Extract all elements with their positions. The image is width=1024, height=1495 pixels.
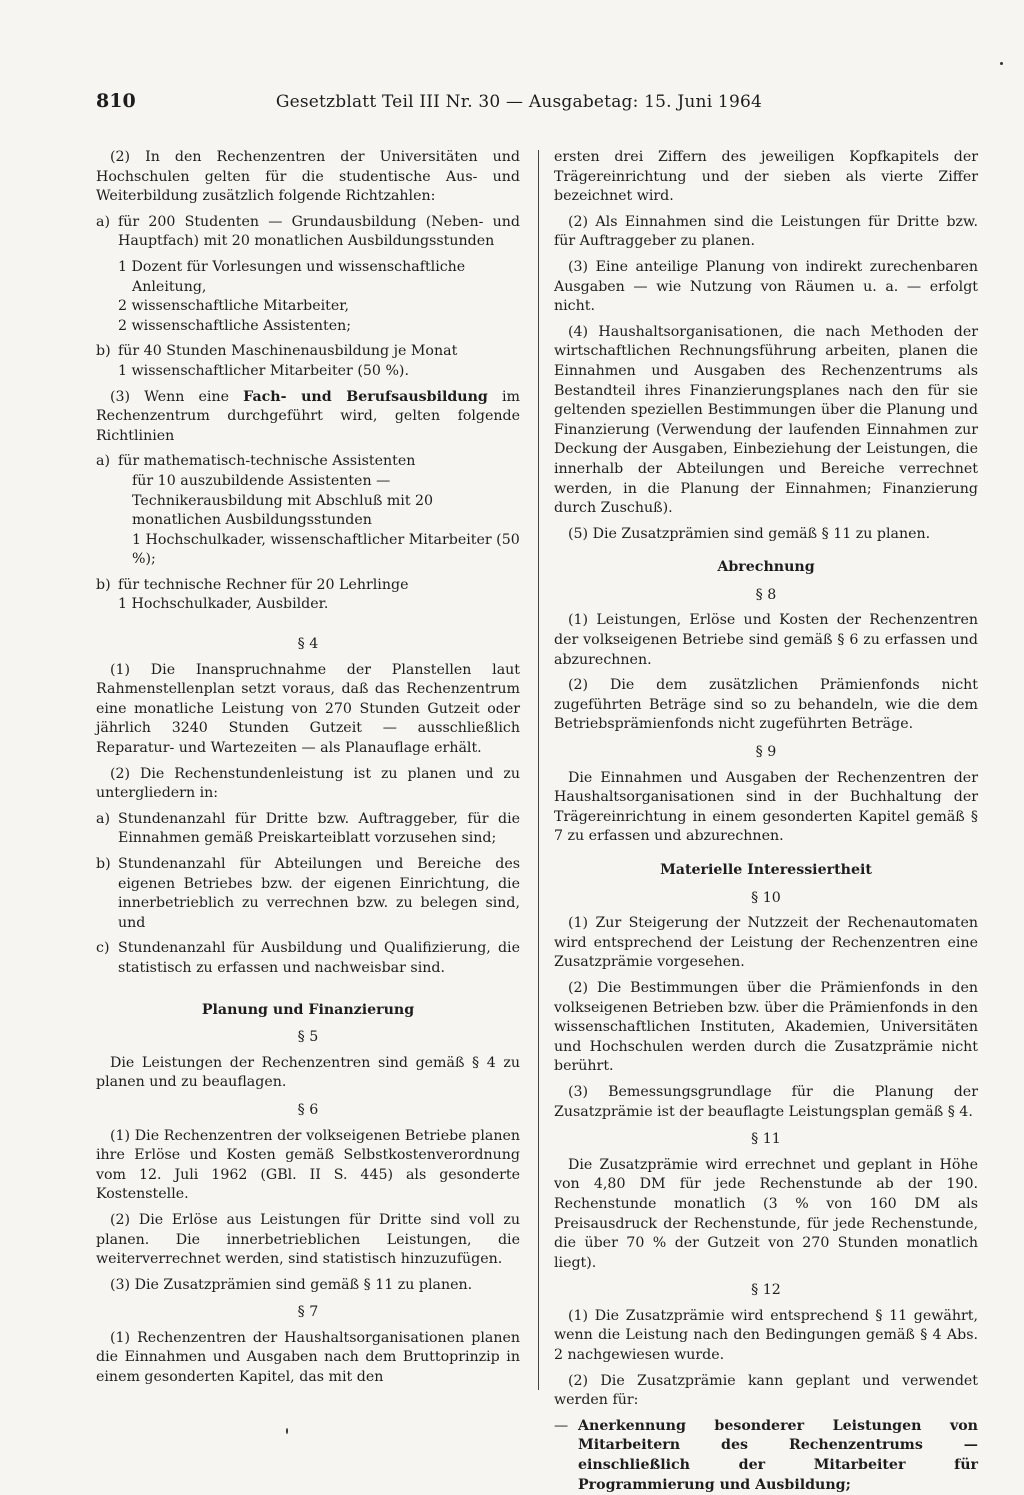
list-item [96, 939, 520, 978]
paragraph: Die Leistungen der Rechenzentren sind gemäß § 4 zu planen und zu beauflagen. [96, 1054, 520, 1091]
section-title: § 6 [297, 1101, 319, 1118]
paragraph: (1) Die Inanspruchnahme der Planstellen laut Rahmenstellenplan setzt voraus, daß das Rechenzentrum eine monatliche Leistung von 270 Stunden Gutzeit oder jährlich 3240 Stunden Gutzeit — ausschließlich Reparatur- und Wartezeiten — als Planauflage erhält. [96, 661, 520, 757]
text-run: (3) Wenn eine [110, 388, 244, 405]
header-title: Gesetzblatt Teil III Nr. 30 — Ausgabetag: 15. Juni 1964 [275, 92, 762, 112]
paragraph: (2) Die Bestimmungen über die Prämienfonds in den volkseigenen Betrieben bzw. über die Prämienfonds in den wissenschaftlichen Instituten, Akademien, Universitäten und Hochschulen werden durch die Zusatzprämie nicht berührt. [554, 979, 978, 1075]
sub-item: 2 wissenschaftliche Mitarbeiter, [118, 298, 350, 315]
paragraph: (2) Die dem zusätzlichen Prämienfonds nicht zugeführten Beträge sind so zu behandeln, wie die dem Betriebsprämienfonds nicht zugeführten Beträge. [554, 677, 978, 733]
section-heading: Materielle Interessiertheit [660, 862, 872, 878]
sub-item: für 10 auszubildende Assistenten — Technikerausbildung mit Abschluß mit 20 monatlichen Ausbildungsstunden [132, 472, 434, 529]
list-label: a) [96, 453, 110, 470]
right-column [554, 148, 978, 1495]
paragraph: (2) Die Zusatzprämie kann geplant und verwendet werden für: [554, 1372, 978, 1409]
list-label: a) [96, 810, 110, 827]
list-text: für technische Rechner für 20 Lehrlinge [118, 576, 409, 593]
print-speck [1000, 62, 1003, 65]
left-column [96, 148, 520, 1394]
list-text: Stundenanzahl für Abteilungen und Bereiche des eigenen Betriebes bzw. der eigenen Einrichtung, die innerbetrieblich zu verrechnen bzw. zu belegen sind, und [118, 856, 520, 931]
dash-marker: — [554, 1417, 569, 1434]
paragraph: (3) Die Zusatzprämien sind gemäß § 11 zu planen. [110, 1276, 473, 1293]
section-title: § 10 [751, 889, 781, 906]
sub-item: 1 Hochschulkader, Ausbilder. [118, 596, 329, 613]
list-item [96, 452, 520, 472]
paragraph: (1) Die Zusatzprämie wird entsprechend § 11 gewährt, wenn die Leistung nach den Bedingungen gemäß § 4 Abs. 2 nachgewiesen wurde. [554, 1307, 978, 1364]
list-label: b) [96, 576, 111, 593]
paragraph: (4) Haushaltsorganisationen, die nach Methoden der wirtschaftlichen Rechnungsführung arbeiten, planen die Einnahmen und Ausgaben des Rechenzentrums als Bestandteil ihres Finanzierungsplanes nach den für sie geltenden speziellen Bestimmungen über die Planung und Finanzierung (Verwendung der laufenden Einnahmen zur Deckung der Ausgaben, Einbeziehung der Leistungen, die innerhalb der Abteilungen und Bereiche verrechnet werden, in die Planung der Einnahmen; Finanzierung durch Zuschuß). [554, 323, 978, 517]
section-title: § 11 [751, 1131, 781, 1148]
column-divider [538, 150, 539, 1390]
emphasis: Fach- und Berufsausbildung [243, 388, 488, 405]
section-title: § 7 [297, 1304, 319, 1321]
section-heading: Abrechnung [717, 559, 815, 576]
list-item [96, 810, 520, 849]
paragraph: (2) Die Rechenstundenleistung ist zu planen und zu untergliedern in: [96, 765, 520, 802]
list-label: c) [96, 940, 110, 957]
paragraph: (5) Die Zusatzprämien sind gemäß § 11 zu planen. [568, 525, 931, 542]
paragraph [96, 388, 520, 447]
list-text: für mathematisch-technische Assistenten [118, 453, 416, 470]
paragraph: (3) Bemessungsgrundlage für die Planung der Zusatzprämie ist der beauflagte Leistungsplan gemäß § 4. [554, 1083, 978, 1120]
paragraph: Die Zusatzprämie wird errechnet und geplant in Höhe von 4,80 DM für jede Rechenstunde ab der 190. Rechenstunde monatlich (3 % von 160 DM als Preisausdruck der Rechenstunde, für jede Rechenstunde, die über 70 % der Gutzeit von 270 Stunden monatlich liegt). [554, 1156, 978, 1271]
sub-item: 2 wissenschaftliche Assistenten; [118, 317, 352, 334]
section-title: § 5 [297, 1029, 319, 1046]
paragraph: (3) Eine anteilige Planung von indirekt zurechenbaren Ausgaben — wie Nutzung von Räumen u. a. — erfolgt nicht. [554, 258, 978, 315]
sub-item: 1 wissenschaftlicher Mitarbeiter (50 %). [118, 362, 409, 379]
list-label: a) [96, 213, 110, 230]
section-heading: Planung und Finanzierung [201, 1001, 415, 1018]
list-item [96, 855, 520, 933]
list-label: b) [96, 343, 111, 360]
section-title: § 8 [755, 586, 777, 603]
sub-item: 1 Hochschulkader, wissenschaftlicher Mitarbeiter (50 %); [132, 531, 520, 568]
list-text: Stundenanzahl für Dritte bzw. Auftraggeber, für die Einnahmen gemäß Preiskarteiblatt vorzusehen sind; [118, 810, 520, 847]
paragraph: Die Einnahmen und Ausgaben der Rechenzentren der Haushaltsorganisationen sind in der Buchhaltung der Trägereinrichtung in einem gesonderten Kapitel gemäß § 7 zu erfassen und abzurechnen. [554, 769, 978, 845]
list-text: Anerkennung besonderer Leistungen von Mitarbeitern des Rechenzentrums — einschließlich der Mitarbeiter für Programmierung und Ausbildung; [578, 1417, 978, 1493]
section-title: § 12 [751, 1282, 781, 1299]
section-title: § 4 [297, 636, 319, 653]
print-speck [286, 1428, 288, 1434]
paragraph: (1) Rechenzentren der Haushaltsorganisationen planen die Einnahmen und Ausgaben nach dem Bruttoprinzip in einem gesonderten Kapitel, das mit den [96, 1329, 520, 1386]
sub-item: 1 Dozent für Vorlesungen und wissenschaftliche Anleitung, [118, 258, 466, 295]
paragraph: (2) Die Erlöse aus Leistungen für Dritte sind voll zu planen. Die innerbetrieblichen Leistungen, die weiterverrechnet werden, sind statistisch hinzuzufügen. [96, 1211, 520, 1268]
text-run: im Rechenzentrum durchgeführt wird, gelten folgende Richtlinien [96, 388, 520, 444]
list-label: b) [96, 856, 111, 872]
paragraph: ersten drei Ziffern des jeweiligen Kopfkapitels der Trägereinrichtung und der sieben als vierte Ziffer bezeichnet wird. [554, 149, 978, 205]
paragraph: (2) In den Rechenzentren der Universitäten und Hochschulen gelten für die studentische Aus- und Weiterbildung zusätzlich folgende Richtzahlen: [96, 149, 520, 205]
page-number: 810 [96, 90, 136, 112]
paragraph: (1) Die Rechenzentren der volkseigenen Betriebe planen ihre Erlöse und Kosten gemäß Selbstkostenverordnung vom 12. Juli 1962 (GBl. II S. 445) als gesonderte Kostenstelle. [96, 1127, 520, 1203]
page-header [96, 90, 762, 116]
list-item [96, 213, 520, 252]
paragraph: (1) Leistungen, Erlöse und Kosten der Rechenzentren der volkseigenen Betriebe sind gemäß § 6 zu erfassen und abzurechnen. [554, 612, 978, 668]
list-item [96, 342, 520, 362]
paragraph: (2) Als Einnahmen sind die Leistungen für Dritte bzw. für Auftraggeber zu planen. [554, 213, 978, 250]
list-item [96, 576, 520, 596]
list-text: Stundenanzahl für Ausbildung und Qualifizierung, die statistisch zu erfassen und nachweisbar sind. [118, 940, 520, 976]
paragraph: (1) Zur Steigerung der Nutzzeit der Rechenautomaten wird entsprechend der Leistung der Rechenzentren eine Zusatzprämie vorgesehen. [554, 915, 978, 971]
dash-list-item [554, 1417, 978, 1495]
list-text: für 200 Studenten — Grundausbildung (Neben- und Hauptfach) mit 20 monatlichen Ausbildungsstunden [118, 213, 520, 250]
section-title: § 9 [755, 744, 777, 761]
list-text: für 40 Stunden Maschinenausbildung je Monat [118, 343, 458, 360]
